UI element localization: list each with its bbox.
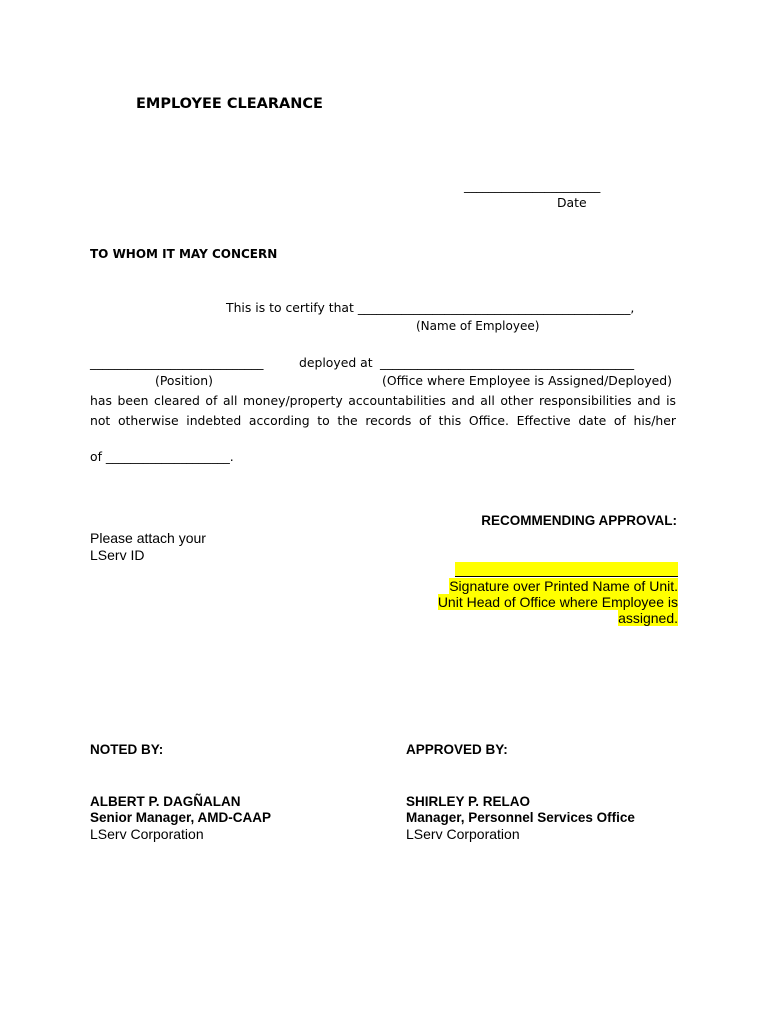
approved-by-company: LServ Corporation <box>406 826 520 842</box>
signature-caption-line-2: Unit Head of Office where Employee is <box>437 594 678 610</box>
position-label: (Position) <box>155 373 213 388</box>
signature-caption-line-1: Signature over Printed Name of Unit. <box>449 578 678 594</box>
document-title: EMPLOYEE CLEARANCE <box>136 96 323 112</box>
office-label: (Office where Employee is Assigned/Deployed) <box>382 373 672 388</box>
noted-by-title: Senior Manager, AMD-CAAP <box>90 810 272 825</box>
date-label: Date <box>557 195 587 210</box>
signature-caption <box>438 578 678 626</box>
attach-note-line-1: Please attach your <box>90 530 206 546</box>
date-blank: ______________________ <box>464 178 601 193</box>
position-blank: ____________________________ <box>90 355 264 370</box>
noted-by-label: NOTED BY: <box>90 742 164 757</box>
attach-note-line-2: LServ ID <box>90 547 145 563</box>
name-of-employee-label: (Name of Employee) <box>416 319 540 333</box>
certify-line: This is to certify that ____________________________________________, <box>226 300 635 315</box>
approved-by-title: Manager, Personnel Services Office <box>406 810 635 825</box>
salutation: TO WHOM IT MAY CONCERN <box>90 247 278 261</box>
approved-by-name: SHIRLEY P. RELAO <box>406 794 531 809</box>
noted-by-company: LServ Corporation <box>90 826 204 842</box>
body-paragraph: has been cleared of all money/property accountabilities and all other responsibilities and is not otherwise indebted according to the records of this Office. Effective date of his/her <box>90 393 676 428</box>
because-line: of ____________________. <box>90 449 234 464</box>
office-blank: _________________________________________ <box>380 355 635 370</box>
signature-line <box>455 562 678 577</box>
approved-by-label: APPROVED BY: <box>406 742 508 757</box>
signature-caption-line-3: assigned. <box>618 610 678 626</box>
deployed-at-text: deployed at <box>299 355 373 370</box>
noted-by-name: ALBERT P. DAGÑALAN <box>90 794 241 809</box>
recommending-approval-label: RECOMMENDING APPROVAL: <box>481 513 677 528</box>
